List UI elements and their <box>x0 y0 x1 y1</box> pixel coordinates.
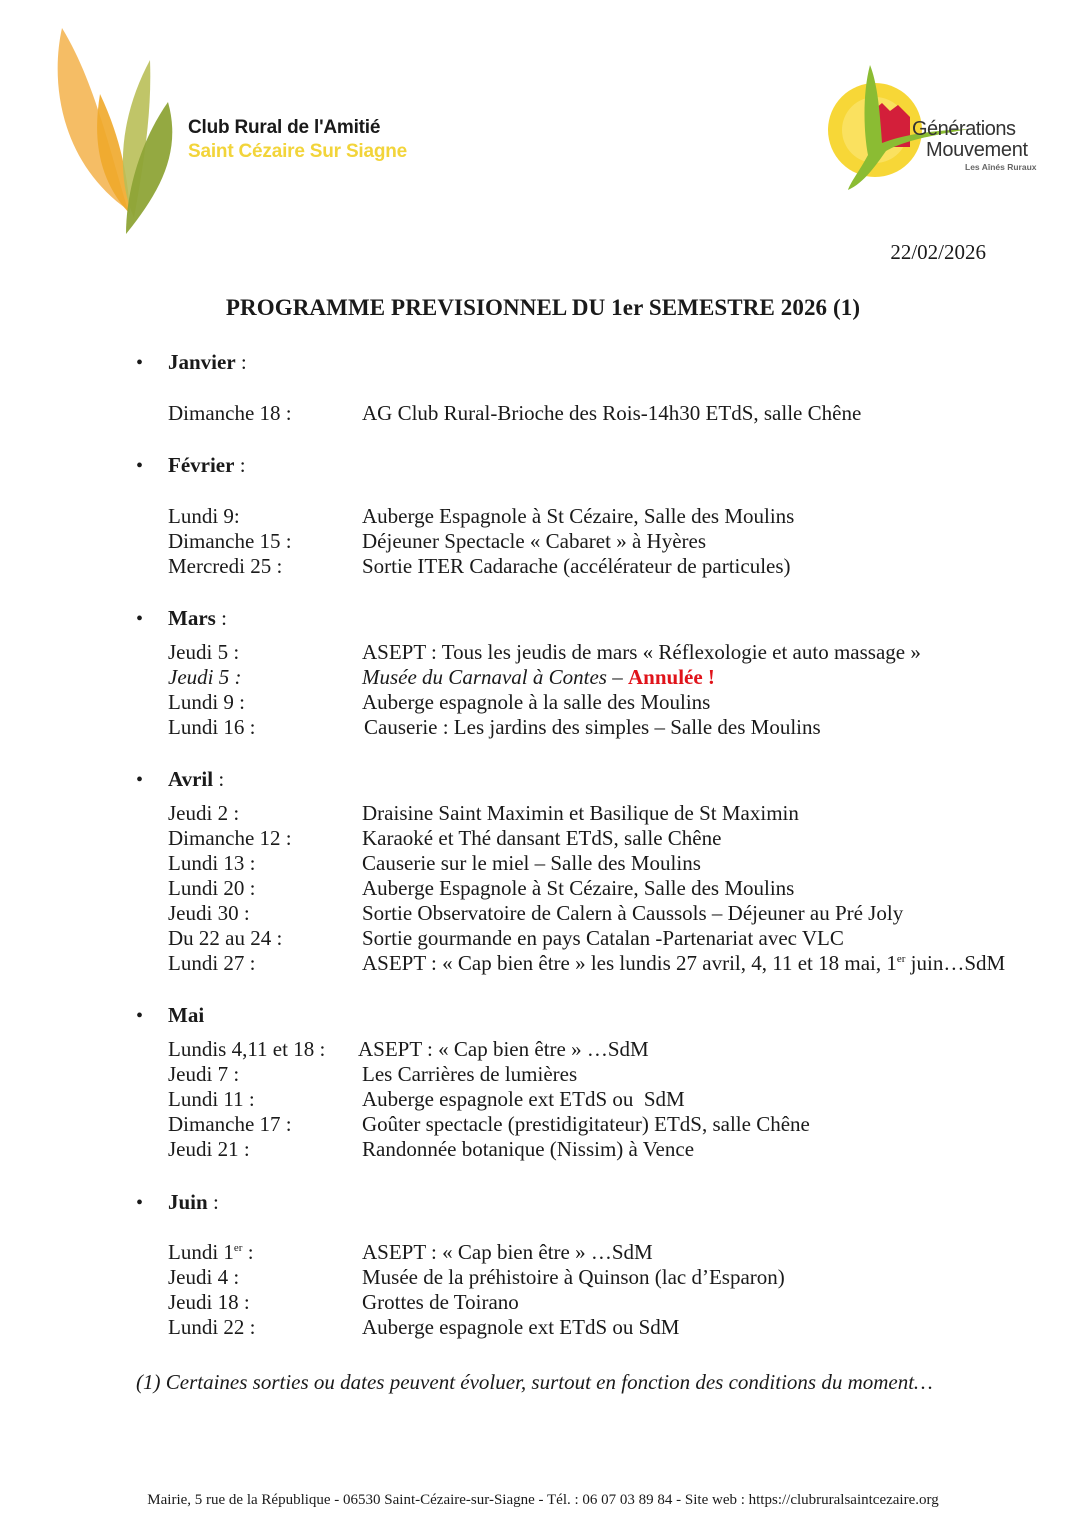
month-heading-juin: • Juin : <box>136 1190 219 1214</box>
event-description: Auberge espagnole ext ETdS ou SdM <box>362 1087 685 1111</box>
event-description: Sortie gourmande en pays Catalan -Partenariat avec VLC <box>362 926 844 950</box>
month-heading-avril: • Avril : <box>136 767 225 791</box>
event-date: Jeudi 18 : <box>168 1290 250 1314</box>
event-date: Dimanche 15 : <box>168 529 292 553</box>
event-description: Auberge Espagnole à St Cézaire, Salle des Moulins <box>362 876 795 900</box>
event-description: Auberge espagnole à la salle des Moulins <box>362 690 711 714</box>
leaves-icon <box>40 22 190 242</box>
event-date: Jeudi 5 : <box>168 665 242 689</box>
event-description: Grottes de Toirano <box>362 1290 519 1314</box>
club-place: Saint Cézaire Sur Siagne <box>188 141 408 162</box>
event-date: Mercredi 25 : <box>168 554 283 578</box>
month-heading-mars: • Mars : <box>136 606 227 630</box>
event-description: ASEPT : « Cap bien être » …SdM <box>358 1037 649 1061</box>
event-description: Auberge espagnole ext ETdS ou SdM <box>362 1315 680 1339</box>
club-name: Club Rural de l'Amitié <box>188 117 381 138</box>
event-description: Les Carrières de lumières <box>362 1062 578 1086</box>
event-date: Jeudi 5 : <box>168 640 240 664</box>
event-date: Lundi 27 : <box>168 951 256 975</box>
event-description: Auberge Espagnole à St Cézaire, Salle des Moulins <box>362 504 795 528</box>
month-heading-fevrier: • Février : <box>136 453 246 477</box>
document-date: 22/02/2026 <box>890 240 986 264</box>
event-date: Jeudi 21 : <box>168 1137 250 1161</box>
month-heading-mai: • Mai <box>136 1003 205 1027</box>
event-description: Causerie sur le miel – Salle des Moulins <box>362 851 701 875</box>
event-date: Jeudi 4 : <box>168 1265 240 1289</box>
event-description: Musée de la préhistoire à Quinson (lac d’Esparon) <box>362 1265 785 1289</box>
partner-tagline: Les Aînés Ruraux <box>965 162 1037 172</box>
partner-name-line2: Mouvement <box>926 139 1028 161</box>
event-date: Lundi 9: <box>168 504 240 528</box>
event-date: Lundi 20 : <box>168 876 256 900</box>
month-heading-janvier: • Janvier : <box>136 350 247 374</box>
event-description: Goûter spectacle (prestidigitateur) ETdS, salle Chêne <box>362 1112 810 1136</box>
bullet-icon: • <box>136 455 144 477</box>
event-date: Jeudi 2 : <box>168 801 240 825</box>
event-date: Lundi 16 : <box>168 715 256 739</box>
bullet-icon: • <box>136 1192 144 1214</box>
event-date: Lundi 1er : <box>168 1240 254 1264</box>
footnote: (1) Certaines sorties ou dates peuvent évoluer, surtout en fonction des conditions du moment… <box>136 1370 933 1394</box>
contact-footer: Mairie, 5 rue de la République - 06530 Saint-Cézaire-sur-Siagne - Tél. : 06 07 03 89 84 - Site web : https://clubruralsaintcezaire.org <box>147 1492 939 1508</box>
event-description: ASEPT : « Cap bien être » les lundis 27 avril, 4, 11 et 18 mai, 1er juin…SdM <box>362 951 1006 975</box>
event-date: Dimanche 18 : <box>168 401 292 425</box>
event-description: ASEPT : Tous les jeudis de mars « Réflexologie et auto massage » <box>362 640 921 664</box>
event-date: Lundi 9 : <box>168 690 245 714</box>
event-date: Jeudi 7 : <box>168 1062 240 1086</box>
event-description-cancelled: Musée du Carnaval à Contes – Annulée ! <box>362 665 715 689</box>
event-date: Dimanche 12 : <box>168 826 292 850</box>
event-description: Sortie Observatoire de Calern à Caussols – Déjeuner au Pré Joly <box>362 901 904 925</box>
event-description: AG Club Rural-Brioche des Rois-14h30 ETdS, salle Chêne <box>362 401 862 425</box>
event-date: Lundi 13 : <box>168 851 256 875</box>
bullet-icon: • <box>136 352 144 374</box>
event-date: Lundi 22 : <box>168 1315 256 1339</box>
generations-mouvement-logo <box>820 55 1060 200</box>
event-date: Lundis 4,11 et 18 : <box>168 1037 326 1061</box>
event-description: ASEPT : « Cap bien être » …SdM <box>362 1240 653 1264</box>
cancelled-badge: Annulée ! <box>627 665 715 689</box>
event-description: Draisine Saint Maximin et Basilique de St Maximin <box>362 801 799 825</box>
bullet-icon: • <box>136 608 144 630</box>
bullet-icon: • <box>136 769 144 791</box>
event-date: Du 22 au 24 : <box>168 926 283 950</box>
event-description: Causerie : Les jardins des simples – Salle des Moulins <box>364 715 821 739</box>
event-date: Jeudi 30 : <box>168 901 250 925</box>
club-logo <box>40 22 450 242</box>
event-description: Sortie ITER Cadarache (accélérateur de particules) <box>362 554 791 578</box>
event-date: Lundi 11 : <box>168 1087 255 1111</box>
event-description: Randonnée botanique (Nissim) à Vence <box>362 1137 695 1161</box>
page-title: PROGRAMME PREVISIONNEL DU 1er SEMESTRE 2026 (1) <box>225 295 861 320</box>
partner-name-line1: Générations <box>912 118 1016 140</box>
bullet-icon: • <box>136 1005 144 1027</box>
event-description: Déjeuner Spectacle « Cabaret » à Hyères <box>362 529 706 553</box>
event-description: Karaoké et Thé dansant ETdS, salle Chêne <box>362 826 722 850</box>
event-date: Dimanche 17 : <box>168 1112 292 1136</box>
